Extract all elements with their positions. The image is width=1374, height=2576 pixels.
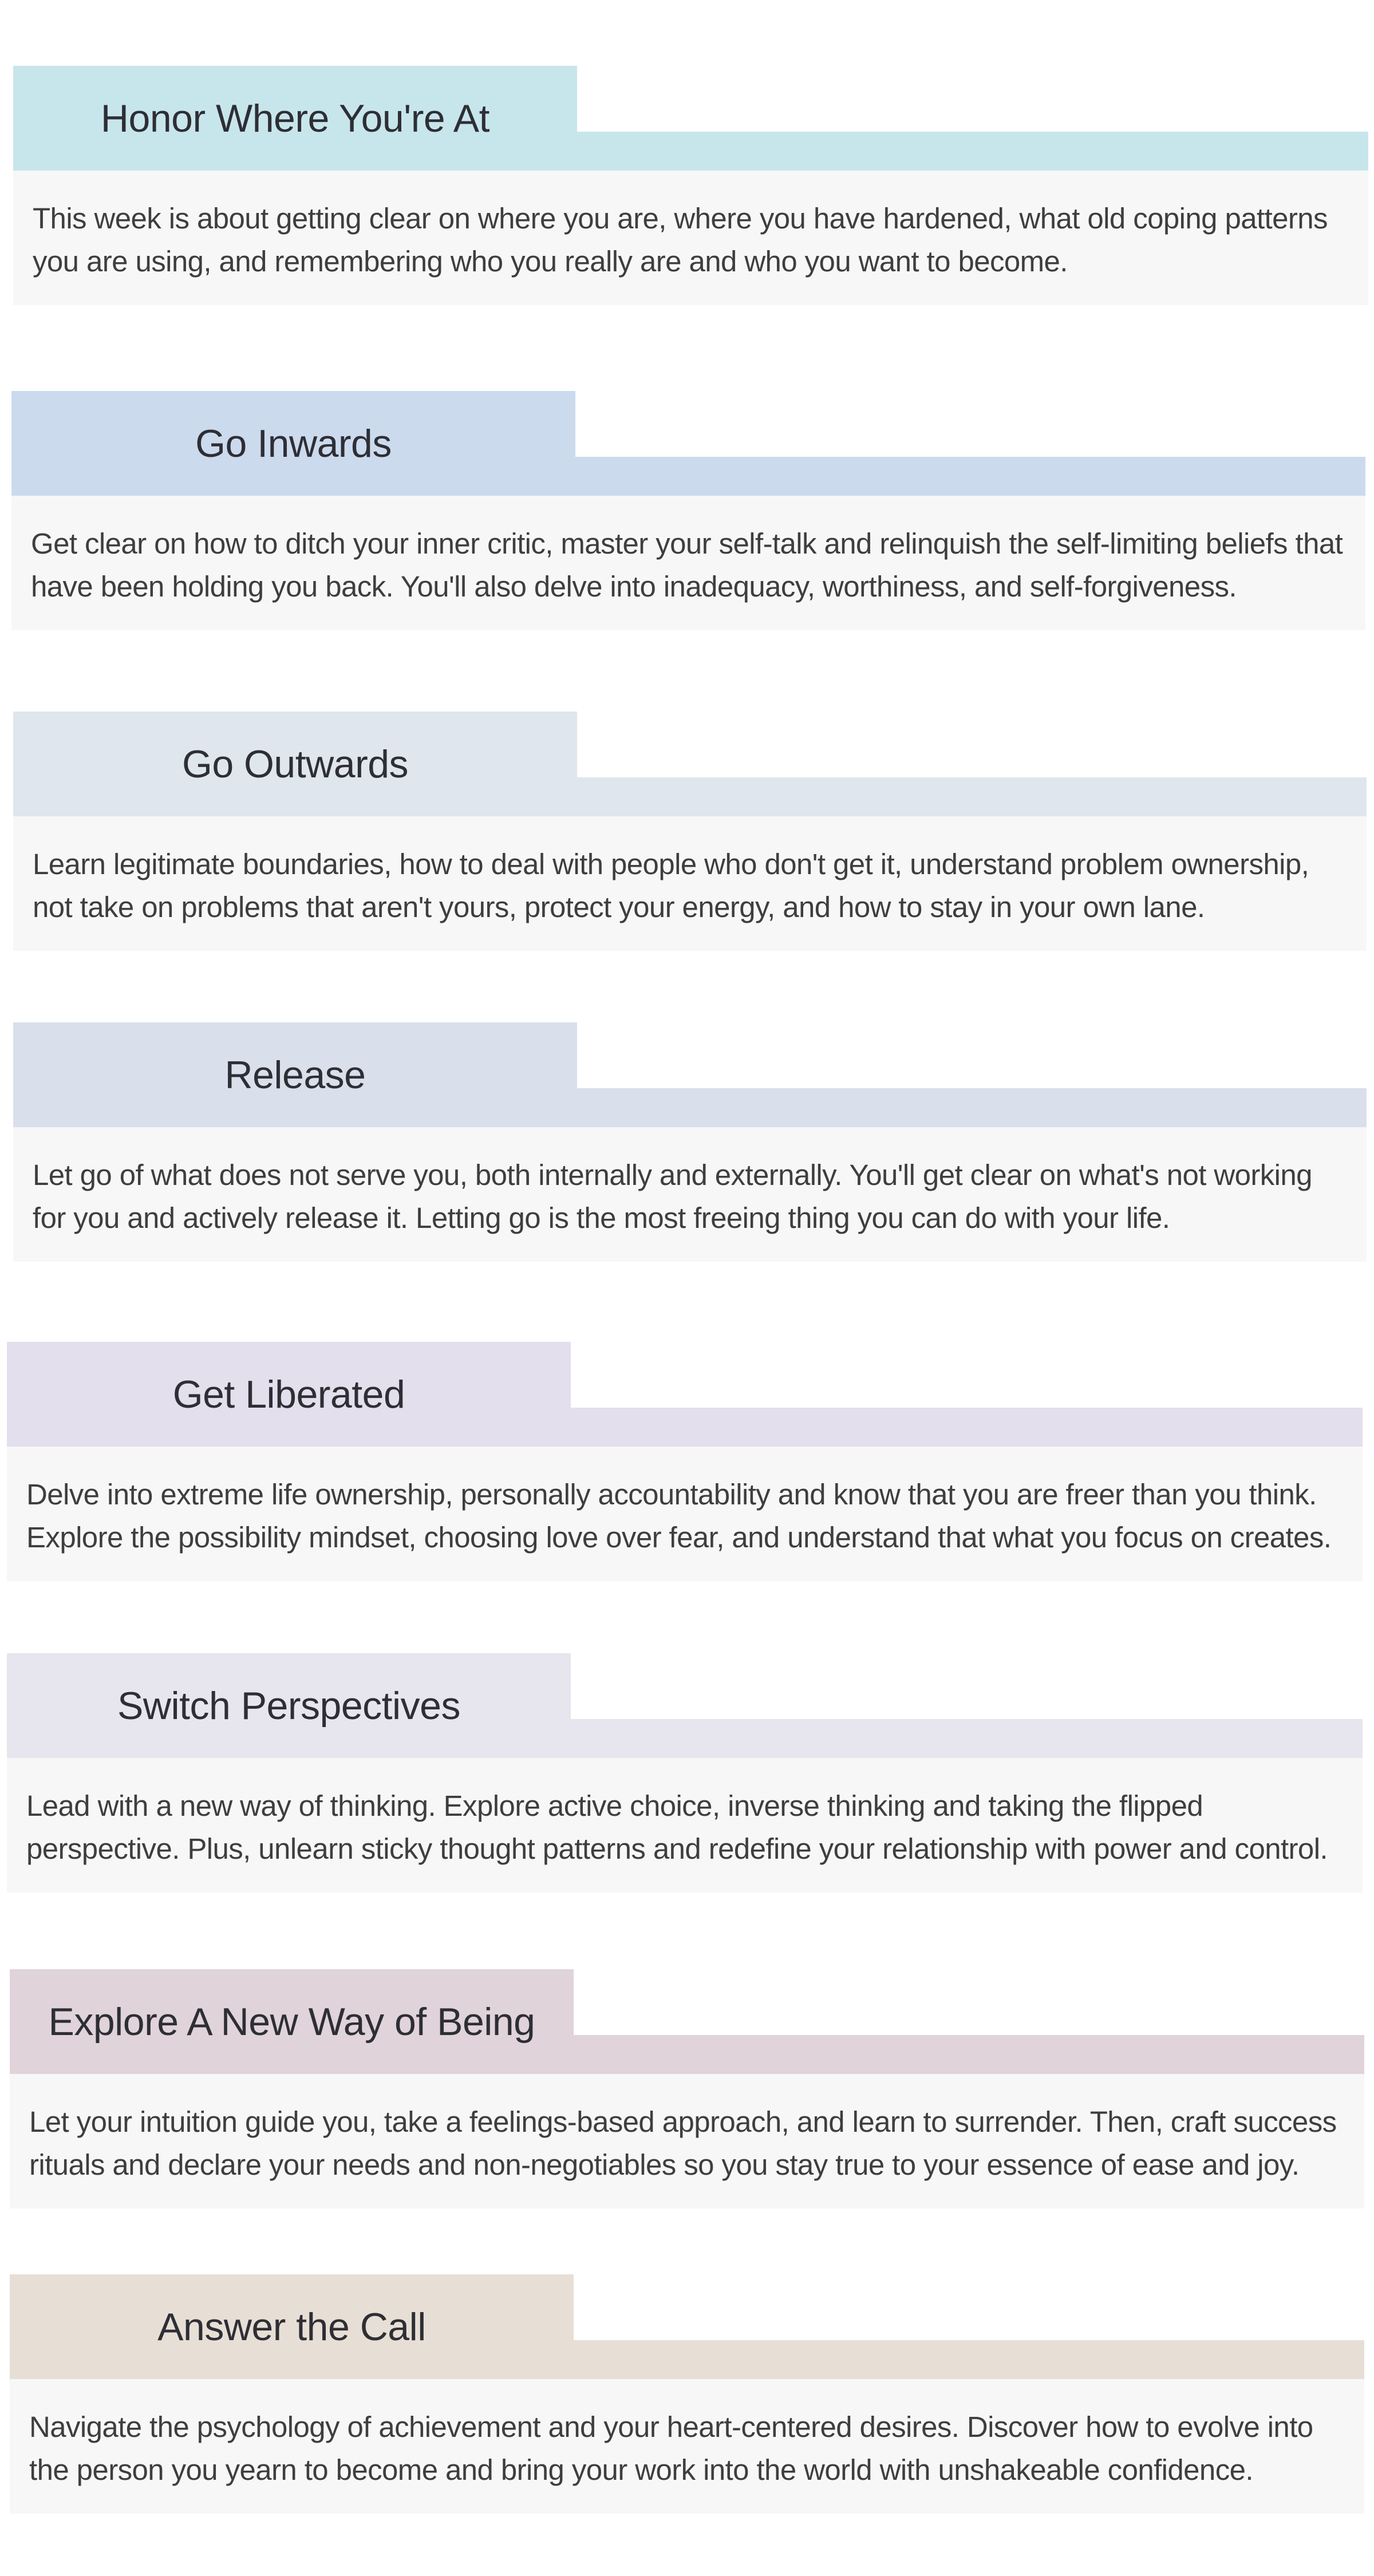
section-title-tab: [10, 2274, 574, 2379]
section-title-tab: [11, 391, 575, 496]
section-title-tab: [13, 712, 577, 816]
section-title-tab: [7, 1342, 571, 1447]
section-description-panel: [10, 2074, 1364, 2208]
section-description-panel: [13, 1127, 1367, 1262]
section-title-band: [577, 132, 1368, 171]
section-description-panel: [10, 2379, 1364, 2514]
section-description: Let go of what does not serve you, both internally and externally. You'll get clear on what's not working for you and actively release it. Letting go is the most freeing thing you can do with your life.: [33, 1159, 1312, 1234]
section-title: Get Liberated: [172, 1372, 405, 1416]
section-description: Learn legitimate boundaries, how to deal with people who don't get it, understand problem ownership, not take on problems that aren't yours, protect your energy, and how to stay in your own lane.: [33, 848, 1309, 923]
section-title-band: [577, 777, 1367, 816]
section-explore-a-new-way-of-being: [10, 1969, 1364, 2210]
section-title-band: [571, 1408, 1363, 1447]
section-title-band: [575, 457, 1365, 496]
section-title-band: [571, 1719, 1363, 1758]
section-title-band: [574, 2340, 1364, 2379]
section-title: Go Outwards: [181, 742, 409, 786]
section-description: Get clear on how to ditch your inner critic, master your self-talk and relinquish the self-limiting beliefs that have been holding you back. You'll also delve into inadequacy, worthiness, and self-forgiveness.: [31, 527, 1343, 603]
section-honor-where-youre-at: [13, 66, 1368, 306]
section-title-band: [577, 1088, 1367, 1127]
section-title: Switch Perspectives: [117, 1684, 460, 1728]
section-go-outwards: [13, 712, 1367, 952]
section-release: [13, 1022, 1367, 1263]
section-answer-the-call: [10, 2274, 1364, 2515]
section-switch-perspectives: [7, 1653, 1363, 1894]
section-go-inwards: [11, 391, 1365, 631]
section-title: Honor Where You're At: [100, 96, 490, 140]
section-title: Release: [224, 1053, 366, 1097]
section-description: Lead with a new way of thinking. Explore active choice, inverse thinking and taking the flipped perspective. Plus, unlearn sticky thought patterns and redefine your relationship with power and control.: [26, 1789, 1328, 1865]
section-description-panel: [13, 171, 1368, 305]
section-get-liberated: [7, 1342, 1363, 1582]
section-title: Explore A New Way of Being: [48, 2000, 535, 2044]
section-description: This week is about getting clear on where you are, where you have hardened, what old coping patterns you are using, and remembering who you really are and who you want to become.: [33, 202, 1328, 278]
section-title-tab: [7, 1653, 571, 1758]
section-description: Delve into extreme life ownership, personally accountability and know that you are freer than you think. Explore the possibility mindset, choosing love over fear, and understand that what you focus on creates.: [26, 1478, 1332, 1554]
section-description-panel: [11, 496, 1365, 630]
section-description-panel: [7, 1447, 1363, 1581]
section-title-band: [574, 2035, 1364, 2074]
section-title-tab: [13, 66, 577, 171]
section-description-panel: [7, 1758, 1363, 1893]
section-description: Navigate the psychology of achievement and your heart-centered desires. Discover how to evolve into the person you yearn to become and bring your work into the world with unshakeable confidence.: [29, 2411, 1313, 2486]
section-description-panel: [13, 816, 1367, 951]
section-description: Let your intuition guide you, take a feelings-based approach, and learn to surrender. Then, craft success rituals and declare your needs and non-negotiables so you stay true to your essence of ease and joy.: [29, 2105, 1337, 2181]
section-title: Answer the Call: [157, 2305, 426, 2349]
section-title: Go Inwards: [195, 421, 392, 465]
section-title-tab: [10, 1969, 574, 2074]
section-title-tab: [13, 1022, 577, 1127]
